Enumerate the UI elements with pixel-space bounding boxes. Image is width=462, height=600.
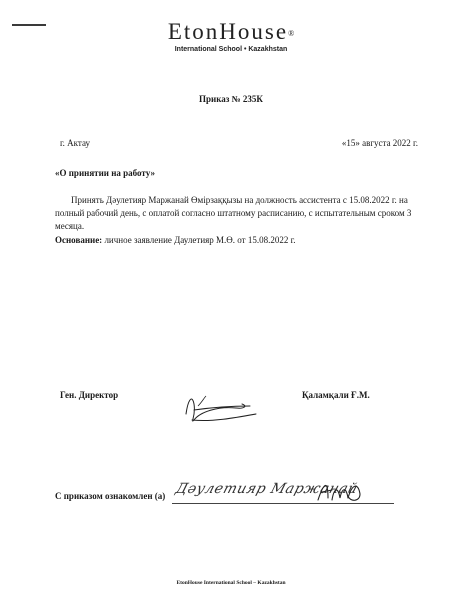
- order-body: Принять Дәулетияр Маржанай Өмірзаққызы на должность ассистента с 15.08.2022 г. на полный рабочий день, с оплатой согласно штатному расписанию, с испытательным сроком 3 месяца.: [55, 195, 412, 231]
- order-basis: [55, 235, 296, 245]
- footer-text: EtonHouse International School – Kazakhstan: [176, 580, 286, 586]
- order-city: г. Актау: [60, 138, 91, 148]
- employee-signature: [314, 478, 364, 506]
- order-date: «15» августа 2022 г.: [341, 138, 418, 148]
- acknowledgement-label: С приказом ознакомлен (а): [55, 491, 166, 501]
- director-signature: [178, 384, 260, 430]
- director-title: Ген. Директор: [60, 390, 119, 400]
- order-subject: «О принятии на работу»: [55, 168, 155, 178]
- logo-name: EtonHouse: [167, 19, 289, 44]
- order-title: Приказ № 235К: [199, 94, 263, 104]
- basis-text: личное заявление Даулетияр М.Ө. от 15.08.2022 г.: [104, 235, 296, 245]
- acknowledgement-handwriting: Дәулетияр Маржанай: [173, 481, 360, 497]
- logo-subtitle: International School • Kazakhstan: [174, 46, 288, 53]
- director-name: Қаламқали Ғ.М.: [302, 390, 370, 400]
- school-logo: [0, 20, 462, 53]
- basis-label: Основание:: [55, 235, 103, 245]
- registered-mark: ®: [288, 29, 295, 38]
